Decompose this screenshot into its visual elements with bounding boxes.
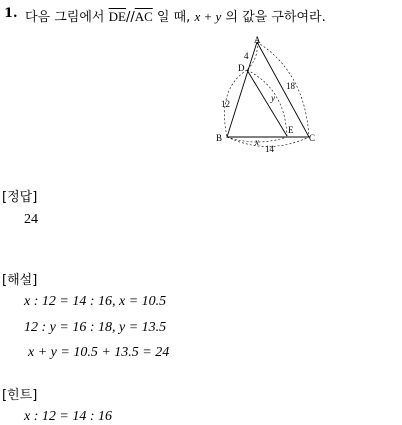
solution-line-1: x : 12 = 14 : 16, x = 10.5 xyxy=(24,294,167,309)
hint-heading: [힌트] xyxy=(2,388,38,403)
question-text xyxy=(25,6,326,25)
length-label-ac: 18 xyxy=(286,81,295,91)
vertex-label-e: E xyxy=(288,125,294,135)
solution-line-3: x + y = 10.5 + 13.5 = 24 xyxy=(28,345,170,360)
question-text-before: 다음 그림에서 xyxy=(25,10,109,25)
question-number: 1. xyxy=(4,6,18,21)
question-expression: x + y xyxy=(194,9,222,24)
vertex-label-a: A xyxy=(254,35,261,45)
length-label-db: 12 xyxy=(221,99,230,109)
question-text-mid: 일 때, xyxy=(152,10,195,25)
vertex-label-d: D xyxy=(238,63,245,73)
parallel-symbol: // xyxy=(125,10,135,25)
vertex-label-c: C xyxy=(309,133,316,143)
hint-line: x : 12 = 14 : 16 xyxy=(24,409,112,424)
length-label-ad: 4 xyxy=(244,51,249,61)
triangle-figure xyxy=(205,34,325,152)
question-text-after: 의 값을 구하여라. xyxy=(221,10,326,25)
vertex-label-b: B xyxy=(216,133,223,143)
length-label-be: x xyxy=(255,137,259,147)
triangle-abc xyxy=(227,42,309,137)
segment-de-line xyxy=(247,70,287,136)
segment-ac: $\overline{AC}$ xyxy=(134,9,153,24)
answer-value: 24 xyxy=(24,212,38,227)
answer-heading: [정답] xyxy=(2,190,38,205)
solution-heading: [해설] xyxy=(2,273,38,288)
segment-de: $\overline{DE}$ xyxy=(108,9,126,24)
length-label-de: y xyxy=(271,93,275,103)
length-label-bc: 14 xyxy=(265,144,274,152)
solution-line-2: 12 : y = 16 : 18, y = 13.5 xyxy=(24,320,167,335)
